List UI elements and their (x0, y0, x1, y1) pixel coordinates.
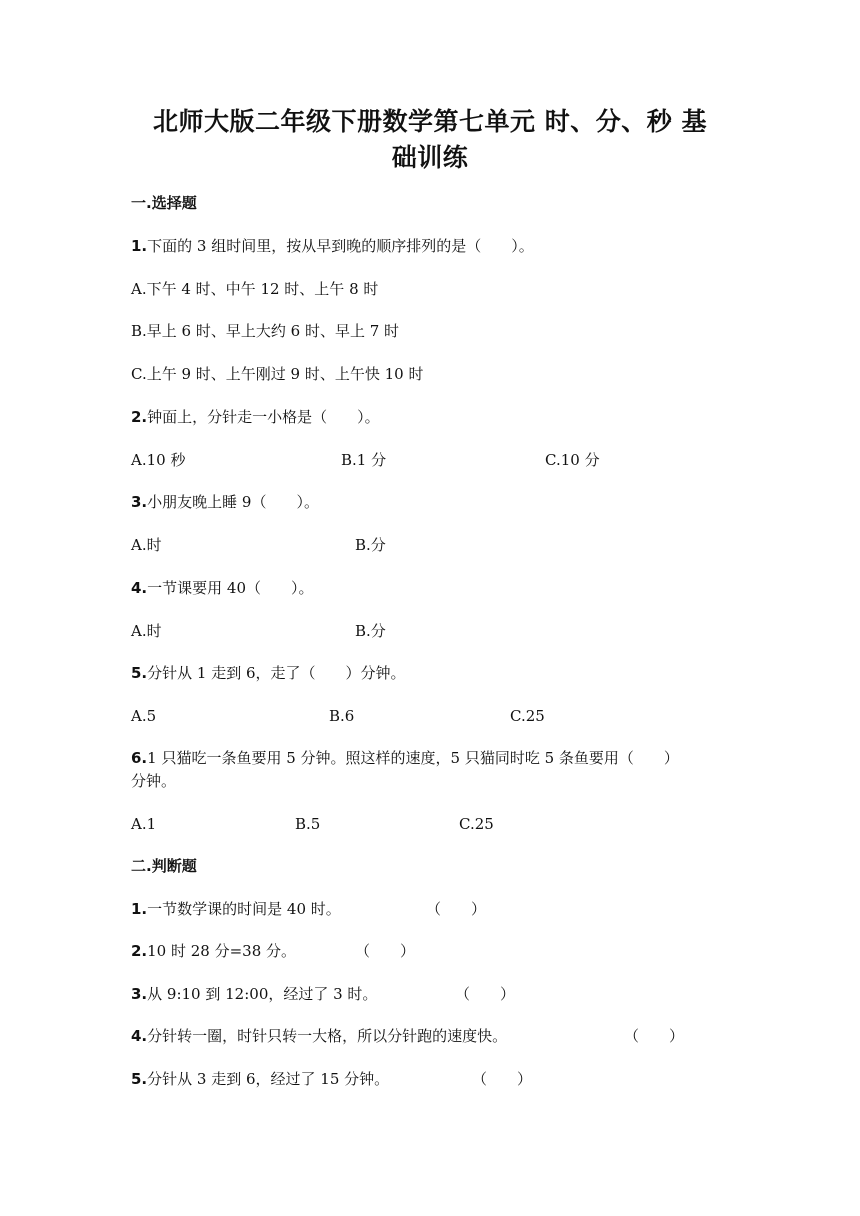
section-heading-judge: 二.判断题 (131, 857, 197, 875)
judge-question-4 (131, 1025, 507, 1047)
question-text: 下面的 3 组时间里，按从早到晚的顺序排列的是（ ）。 (147, 237, 534, 255)
judge-question-3 (131, 983, 377, 1005)
question-number: 3. (131, 985, 148, 1003)
judge-question-1 (131, 898, 341, 920)
choice-q3-option-b: B.分 (355, 536, 386, 554)
choice-q4-option-b: B.分 (355, 622, 386, 640)
choice-q5-option-a: A.5 (131, 707, 157, 725)
question-number: 2. (131, 408, 148, 426)
answer-blank[interactable]: （ ） (624, 1027, 685, 1045)
choice-q1-option-a: A.下午 4 时、中午 12 时、上午 8 时 (131, 280, 379, 298)
choice-q5-option-b: B.6 (329, 707, 355, 725)
choice-question-5 (131, 662, 406, 684)
page-title-line2: 础训练 (391, 143, 469, 172)
answer-blank[interactable]: （ ） (472, 1070, 533, 1088)
choice-question-3 (131, 491, 319, 513)
question-text: 一节课要用 40（ ）。 (147, 579, 314, 597)
question-text: 小朋友晚上睡 9（ ）。 (147, 493, 319, 511)
question-text: 10 时 28 分=38 分。 (147, 942, 297, 960)
choice-q2-option-b: B.1 分 (341, 451, 387, 469)
question-text: 分针从 1 走到 6，走了（ ）分钟。 (147, 664, 406, 682)
choice-question-2 (131, 406, 380, 428)
question-text: 从 9:10 到 12:00，经过了 3 时。 (147, 985, 378, 1003)
question-text: 钟面上，分针走一小格是（ ）。 (147, 408, 380, 426)
choice-q2-option-c: C.10 分 (545, 451, 600, 469)
question-number: 4. (131, 1027, 148, 1045)
question-number: 1. (131, 237, 148, 255)
question-number: 4. (131, 579, 148, 597)
question-number: 2. (131, 942, 148, 960)
section-heading-choice: 一.选择题 (131, 194, 197, 212)
question-number: 5. (131, 1070, 148, 1088)
choice-q6-option-c: C.25 (459, 815, 494, 833)
answer-blank[interactable]: （ ） (455, 985, 516, 1003)
choice-q6-option-a: A.1 (131, 815, 157, 833)
answer-blank[interactable]: （ ） (426, 900, 487, 918)
question-number: 1. (131, 900, 148, 918)
choice-q4-option-a: A.时 (131, 622, 162, 640)
question-number: 3. (131, 493, 148, 511)
judge-question-5 (131, 1068, 389, 1090)
question-number: 5. (131, 664, 148, 682)
question-text: 分针转一圈，时针只转一大格，所以分针跑的速度快。 (147, 1027, 508, 1045)
choice-q3-option-a: A.时 (131, 536, 162, 554)
choice-q5-option-c: C.25 (510, 707, 545, 725)
choice-question-6-continued: 分钟。 (131, 772, 177, 790)
choice-q2-option-a: A.10 秒 (131, 451, 186, 469)
choice-question-1 (131, 235, 534, 257)
question-text: 一节数学课的时间是 40 时。 (147, 900, 341, 918)
choice-q1-option-b: B.早上 6 时、早上大约 6 时、早上 7 时 (131, 322, 400, 340)
question-number: 6. (131, 749, 148, 767)
choice-q6-option-b: B.5 (295, 815, 321, 833)
page-title-line1: 北师大版二年级下册数学第七单元 时、分、秒 基 (153, 107, 707, 136)
choice-question-4 (131, 577, 314, 599)
answer-blank[interactable]: （ ） (355, 942, 416, 960)
question-text: 分针从 3 走到 6，经过了 15 分钟。 (147, 1070, 390, 1088)
question-text: 1 只猫吃一条鱼要用 5 分钟。照这样的速度，5 只猫同时吃 5 条鱼要用（ ） (147, 749, 679, 767)
choice-question-6 (131, 747, 679, 769)
judge-question-2 (131, 940, 296, 962)
choice-q1-option-c: C.上午 9 时、上午刚过 9 时、上午快 10 时 (131, 365, 424, 383)
